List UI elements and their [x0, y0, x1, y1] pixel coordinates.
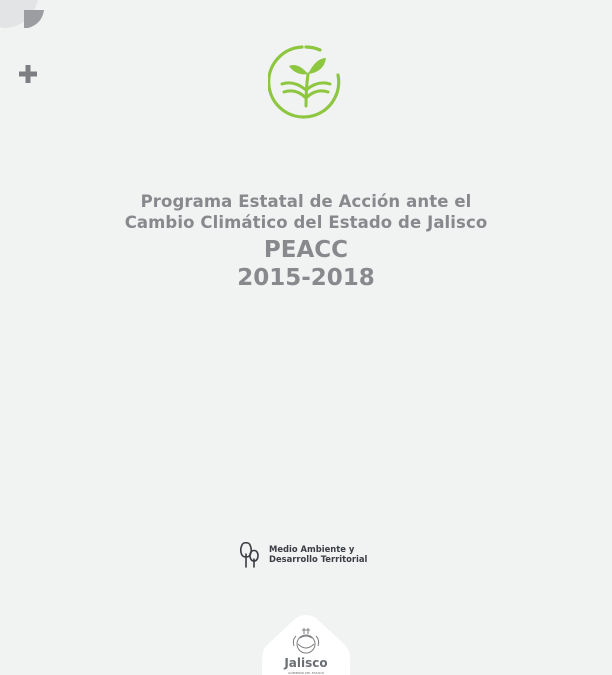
- plus-icon: [19, 65, 37, 83]
- trees-icon: [239, 540, 261, 568]
- document-title-line-2: Cambio Climático del Estado de Jalisco: [124, 213, 488, 232]
- department-name: [269, 544, 367, 564]
- department-name-line-2: Desarrollo Territorial: [269, 554, 368, 564]
- document-title-line-1: Programa Estatal de Acción ante el: [140, 192, 472, 211]
- department-name-line-1: Medio Ambiente y: [269, 544, 355, 554]
- seal-subtitle: GOBIERNO DEL ESTADO: [287, 671, 325, 675]
- department-block: [239, 540, 389, 570]
- sprout-leaf-icon: [268, 44, 344, 120]
- document-years: 2015-2018: [237, 265, 375, 291]
- document-acronym: PEACC: [263, 237, 349, 263]
- seal-name: Jalisco: [284, 656, 328, 670]
- jalisco-seal: [262, 614, 350, 675]
- corner-decoration-icon: [0, 0, 50, 34]
- document-title-block: [0, 191, 612, 292]
